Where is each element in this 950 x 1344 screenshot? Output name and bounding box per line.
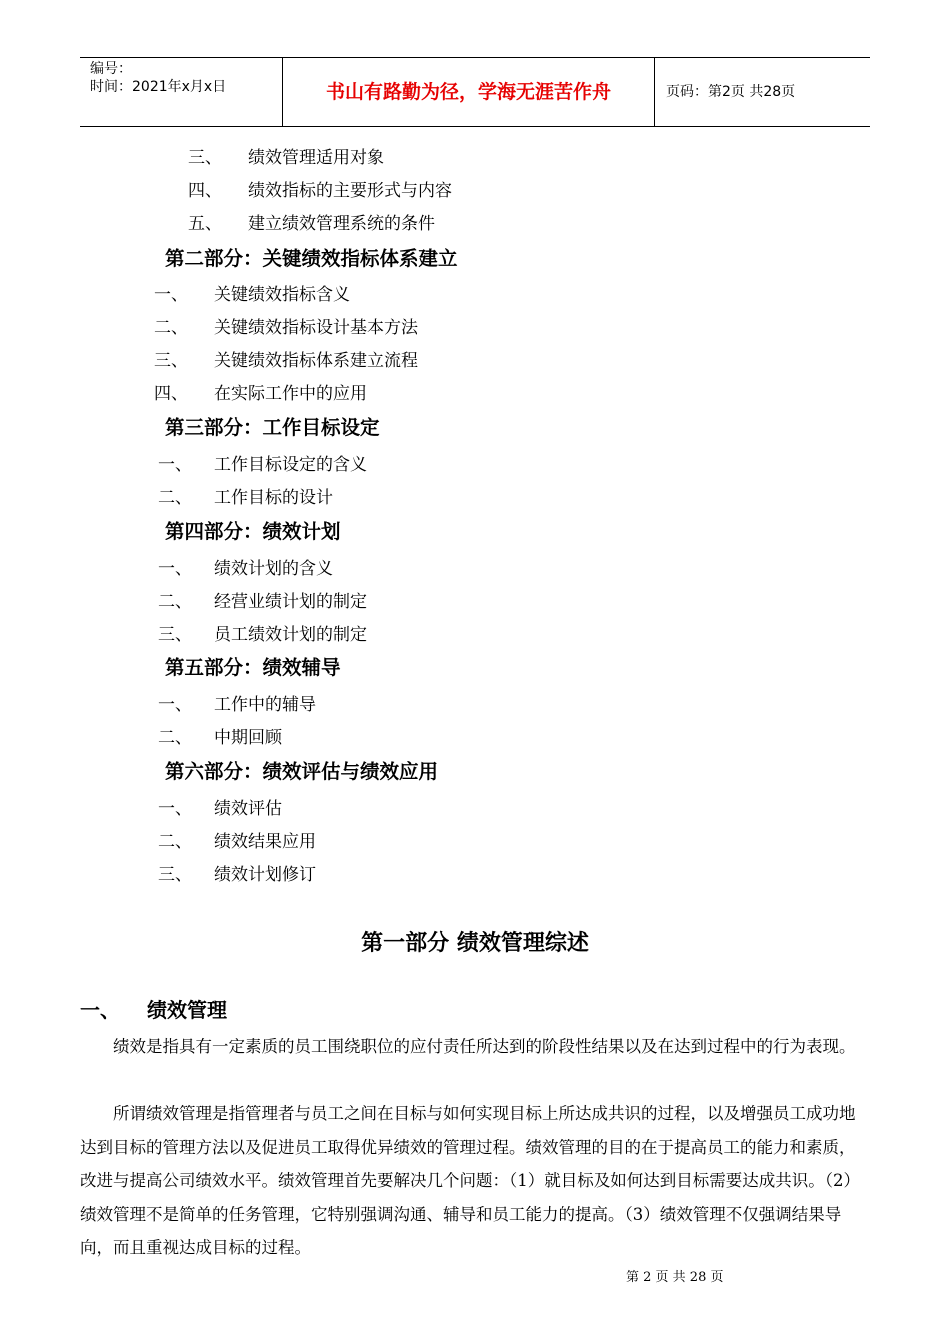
header-info-cell	[80, 58, 283, 126]
document-time-label: 时间：2021年x月x日	[90, 79, 227, 95]
toc-item-number: 四、	[154, 384, 188, 404]
toc-part5-title: 第五部分：绩效辅导	[165, 656, 341, 679]
toc-item: 员工绩效计划的制定	[214, 625, 367, 645]
toc-item: 绩效管理适用对象	[248, 148, 384, 168]
toc-item-number: 三、	[154, 351, 188, 371]
header-page-number: 页码：第2页 共28页	[666, 84, 796, 100]
toc-item: 建立绩效管理系统的条件	[248, 214, 435, 234]
section-number: 一、	[80, 998, 120, 1022]
toc-item-number: 三、	[158, 865, 192, 885]
toc-item: 经营业绩计划的制定	[214, 592, 367, 612]
toc-item-number: 一、	[158, 455, 192, 475]
page-header	[80, 57, 870, 127]
toc-item: 绩效计划修订	[214, 865, 316, 885]
toc-item-number: 一、	[154, 285, 188, 305]
toc-item: 绩效指标的主要形式与内容	[248, 181, 452, 201]
toc-part4-title: 第四部分：绩效计划	[165, 520, 341, 543]
toc-item: 工作目标设定的含义	[214, 455, 367, 475]
toc-item-number: 一、	[158, 695, 192, 715]
document-code-label: 编号：	[90, 61, 132, 77]
header-page-cell	[655, 58, 870, 126]
toc-item-number: 三、	[158, 625, 192, 645]
body-paragraph: 绩效是指具有一定素质的员工围绕职位的应付责任所达到的阶段性结果以及在达到过程中的行为表现。	[113, 1037, 856, 1056]
toc-item-number: 一、	[158, 799, 192, 819]
section-title: 绩效管理	[147, 998, 227, 1022]
toc-item: 绩效结果应用	[214, 832, 316, 852]
toc-item: 关键绩效指标设计基本方法	[214, 318, 418, 338]
toc-item: 关键绩效指标含义	[214, 285, 350, 305]
toc-item-number: 二、	[158, 488, 192, 508]
toc-item-number: 二、	[158, 592, 192, 612]
header-motto-cell	[283, 58, 655, 126]
toc-item: 绩效评估	[214, 799, 282, 819]
body-paragraph: 所谓绩效管理是指管理者与员工之间在目标与如何实现目标上所达成共识的过程，以及增强员工成功地达到目标的管理方法以及促进员工取得优异绩效的管理过程。绩效管理的目的在于提高员工的能力和素质，改进与提高公司绩效水平。绩效管理首先要解决几个问题：（1）就目标及如何达到目标需要达成共识。（2）绩效管理不是简单的任务管理，它特别强调沟通、辅导和员工能力的提高。（3）绩效管理不仅强调结果导向，而且重视达成目标的过程。	[80, 1104, 860, 1257]
toc-item-number: 二、	[158, 728, 192, 748]
toc-item-number: 五、	[188, 214, 222, 234]
toc-item: 在实际工作中的应用	[214, 384, 367, 404]
toc-item: 关键绩效指标体系建立流程	[214, 351, 418, 371]
part-title: 第一部分 绩效管理综述	[361, 931, 589, 956]
header-motto: 书山有路勤为径，学海无涯苦作舟	[325, 81, 611, 103]
toc-item-number: 一、	[158, 559, 192, 579]
toc-item: 绩效计划的含义	[214, 559, 333, 579]
toc-item-number: 二、	[158, 832, 192, 852]
toc-item: 中期回顾	[214, 728, 282, 748]
toc-part3-title: 第三部分：工作目标设定	[165, 416, 380, 439]
toc-item: 工作目标的设计	[214, 488, 333, 508]
toc-part6-title: 第六部分：绩效评估与绩效应用	[165, 760, 439, 783]
toc-item: 工作中的辅导	[214, 695, 316, 715]
page-footer: 第 2 页 共 28 页	[626, 1270, 724, 1285]
toc-item-number: 四、	[188, 181, 222, 201]
toc-item-number: 二、	[154, 318, 188, 338]
toc-part2-title: 第二部分：关键绩效指标体系建立	[165, 247, 458, 270]
toc-item-number: 三、	[188, 148, 222, 168]
